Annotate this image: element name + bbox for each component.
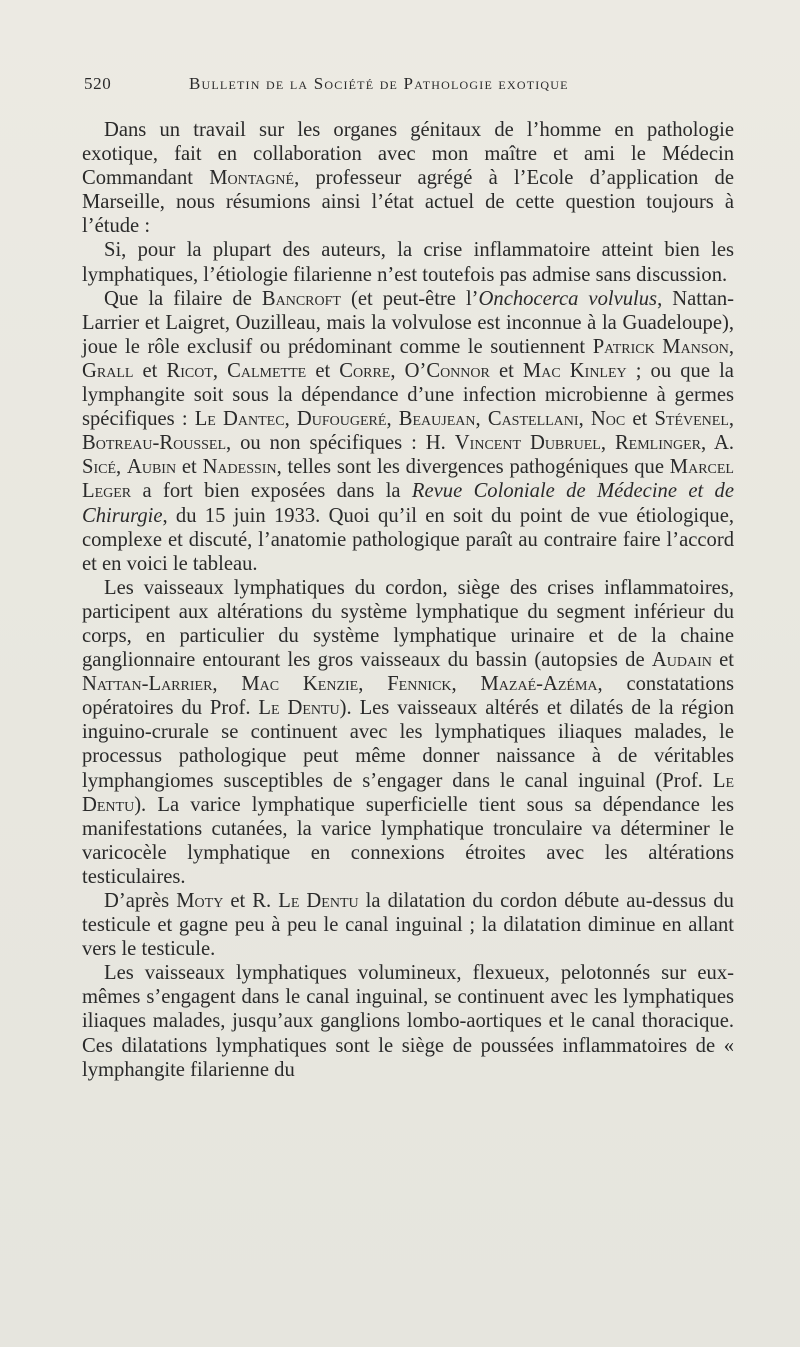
author-name: Le Dentu — [278, 890, 359, 912]
text-run: , professeur agrégé à l’Ecole d’application de Marseille, nous résumions ainsi l’état actuel de cette question toujours à l’étude : — [82, 167, 734, 238]
text-run: et — [176, 456, 203, 479]
body-text — [82, 118, 734, 1082]
author-name: Fennick — [387, 673, 452, 696]
text-run: , — [451, 673, 481, 696]
author-name: Le Dantec — [194, 408, 285, 431]
author-name: Ricot — [166, 359, 213, 382]
text-run: , — [728, 335, 734, 358]
text-run: , Nattan-Larrier et Laigret, Ouzilleau, mais la volvulose est inconnue à la Guadeloupe), joue le rôle exclusif ou prédominant comme le soutiennent — [82, 287, 734, 358]
text-run: , — [116, 456, 127, 479]
text-run: , — [578, 408, 591, 431]
author-name: Vincent Dubruel — [454, 432, 601, 455]
author-name: Bancroft — [261, 287, 341, 310]
text-run: ; ou que la lymphangite soit sous la dépendance d’une infection microbienne à germes spécifiques : — [82, 359, 734, 431]
author-name: Noc — [590, 408, 626, 431]
author-name: Castellani — [487, 408, 579, 431]
text-run: ). Les vaisseaux altérés et dilatés de la région inguino-crurale se continuent avec les lymphatiques iliaques malades, le processus pathologique peut même donner naissance à de véritables lymphangiomes susceptibles de s’engager dans le canal inguinal (Prof. — [82, 697, 735, 792]
author-name: Stévenel — [654, 408, 729, 431]
author-name: Sicé — [82, 456, 117, 479]
author-name: Marcel Leger — [82, 456, 734, 503]
text-run: Que la filaire de — [104, 287, 262, 310]
author-name: Montagné — [209, 167, 295, 190]
author-name: Beaujean — [398, 408, 476, 431]
text-run: Les vaisseaux lymphatiques du cordon, siège des crises inflammatoires, participent aux altérations du système lymphatique du segment inférieur du corps, en particulier du système lymphatique urinaire et de la chaine ganglionnaire entourant les gros vaisseaux du bassin (autopsies de — [82, 576, 734, 672]
author-name: Mac Kenzie — [241, 673, 359, 696]
text-run: , — [390, 359, 405, 382]
author-name: Mac Kinley — [522, 359, 627, 382]
page-header — [84, 74, 736, 104]
author-name: Calmette — [227, 359, 307, 382]
text-run: , — [728, 408, 735, 431]
text-run: , — [386, 408, 399, 431]
text-run: et — [489, 359, 523, 382]
author-name: Corre — [339, 359, 391, 382]
text-run: et — [711, 649, 734, 672]
paragraph — [82, 961, 734, 1081]
paragraph — [82, 118, 734, 238]
italic-title: Revue Coloniale de Médecine et de Chirurgie — [82, 480, 734, 527]
author-name: Nadessin — [202, 456, 277, 479]
author-name: Le Dentu — [258, 697, 340, 720]
text-run: et — [133, 359, 167, 382]
author-name: Aubin — [126, 456, 177, 479]
text-run: et R. — [223, 890, 279, 912]
author-name: Le Dentu — [82, 769, 734, 816]
paragraph — [82, 889, 734, 961]
text-run: (et peut-être l’ — [340, 287, 479, 310]
text-run: , — [284, 408, 297, 431]
text-run: , A. — [701, 432, 734, 455]
text-run: , — [358, 673, 388, 696]
author-name: Patrick Manson — [592, 335, 729, 358]
text-run: , telles sont les divergences pathogéniques que — [276, 456, 670, 479]
text-run: , constatations opératoires du Prof. — [82, 673, 735, 720]
text-run: , du 15 juin 1933. Quoi qu’il en soit du point de vue étiologique, complexe et discuté, l’anatomie pathologique paraît au contraire faire l’accord et en voici le tableau. — [82, 504, 734, 575]
text-run: D’après — [104, 890, 177, 912]
author-name: Grall — [82, 359, 134, 382]
author-name: Mazaé-Azéma — [480, 673, 598, 696]
author-name: O’Connor — [404, 359, 490, 382]
author-name: Remlinger — [614, 432, 701, 455]
text-run: , — [475, 408, 488, 431]
text-run: a fort bien exposées dans la — [131, 480, 412, 503]
text-run: , ou non spécifiques : H. — [226, 432, 455, 455]
text-run: la dilatation du cordon débute au-dessus du testicule et gagne peu à peu le canal inguinal ; la dilatation diminue en allant vers le testicule. — [82, 890, 734, 961]
text-run: ). La varice lymphatique superficielle tient sous sa dépendance les manifestations cutanées, la varice lymphatique tronculaire va déterminer le varicocèle lymphatique en connexions étroites avec les altérations testiculaires. — [82, 793, 734, 888]
running-title: Bulletin de la Société de Pathologie exotique — [189, 74, 569, 93]
text-run: Dans un travail sur les organes génitaux de l’homme en pathologie exotique, fait en collaboration avec mon maître et ami le Médecin Commandant — [82, 119, 734, 190]
text-run: et — [625, 408, 655, 431]
text-run: et — [306, 359, 340, 382]
paragraph — [82, 287, 734, 576]
italic-title: Onchocerca volvulus — [478, 287, 658, 310]
author-name: Botreau-Roussel — [82, 432, 226, 455]
author-name: Moty — [176, 890, 224, 912]
text-run: , — [600, 432, 615, 455]
text-run: , — [212, 359, 228, 382]
text-run: Les vaisseaux lymphatiques volumineux, flexueux, pelotonnés sur eux-mêmes s’engagent dans le canal inguinal, se continuent avec les lymphatiques iliaques malades, jusqu’aux ganglions lombo-aortiques et le canal thoracique. Ces dilatations lymphatiques sont le siège de poussées inflammatoires de « lymphangite filarienne du — [82, 962, 734, 1081]
paragraph — [82, 238, 734, 286]
page-number: 520 — [84, 74, 112, 93]
text-run: , — [212, 673, 242, 696]
author-name: Audain — [651, 649, 712, 672]
paragraph — [82, 576, 734, 889]
author-name: Dufougeré — [296, 408, 387, 431]
author-name: Nattan-Larrier — [82, 673, 213, 696]
text-run: Si, pour la plupart des auteurs, la crise inflammatoire atteint bien les lymphatiques, l’étiologie filarienne n’est toutefois pas admise sans discussion. — [82, 239, 734, 286]
